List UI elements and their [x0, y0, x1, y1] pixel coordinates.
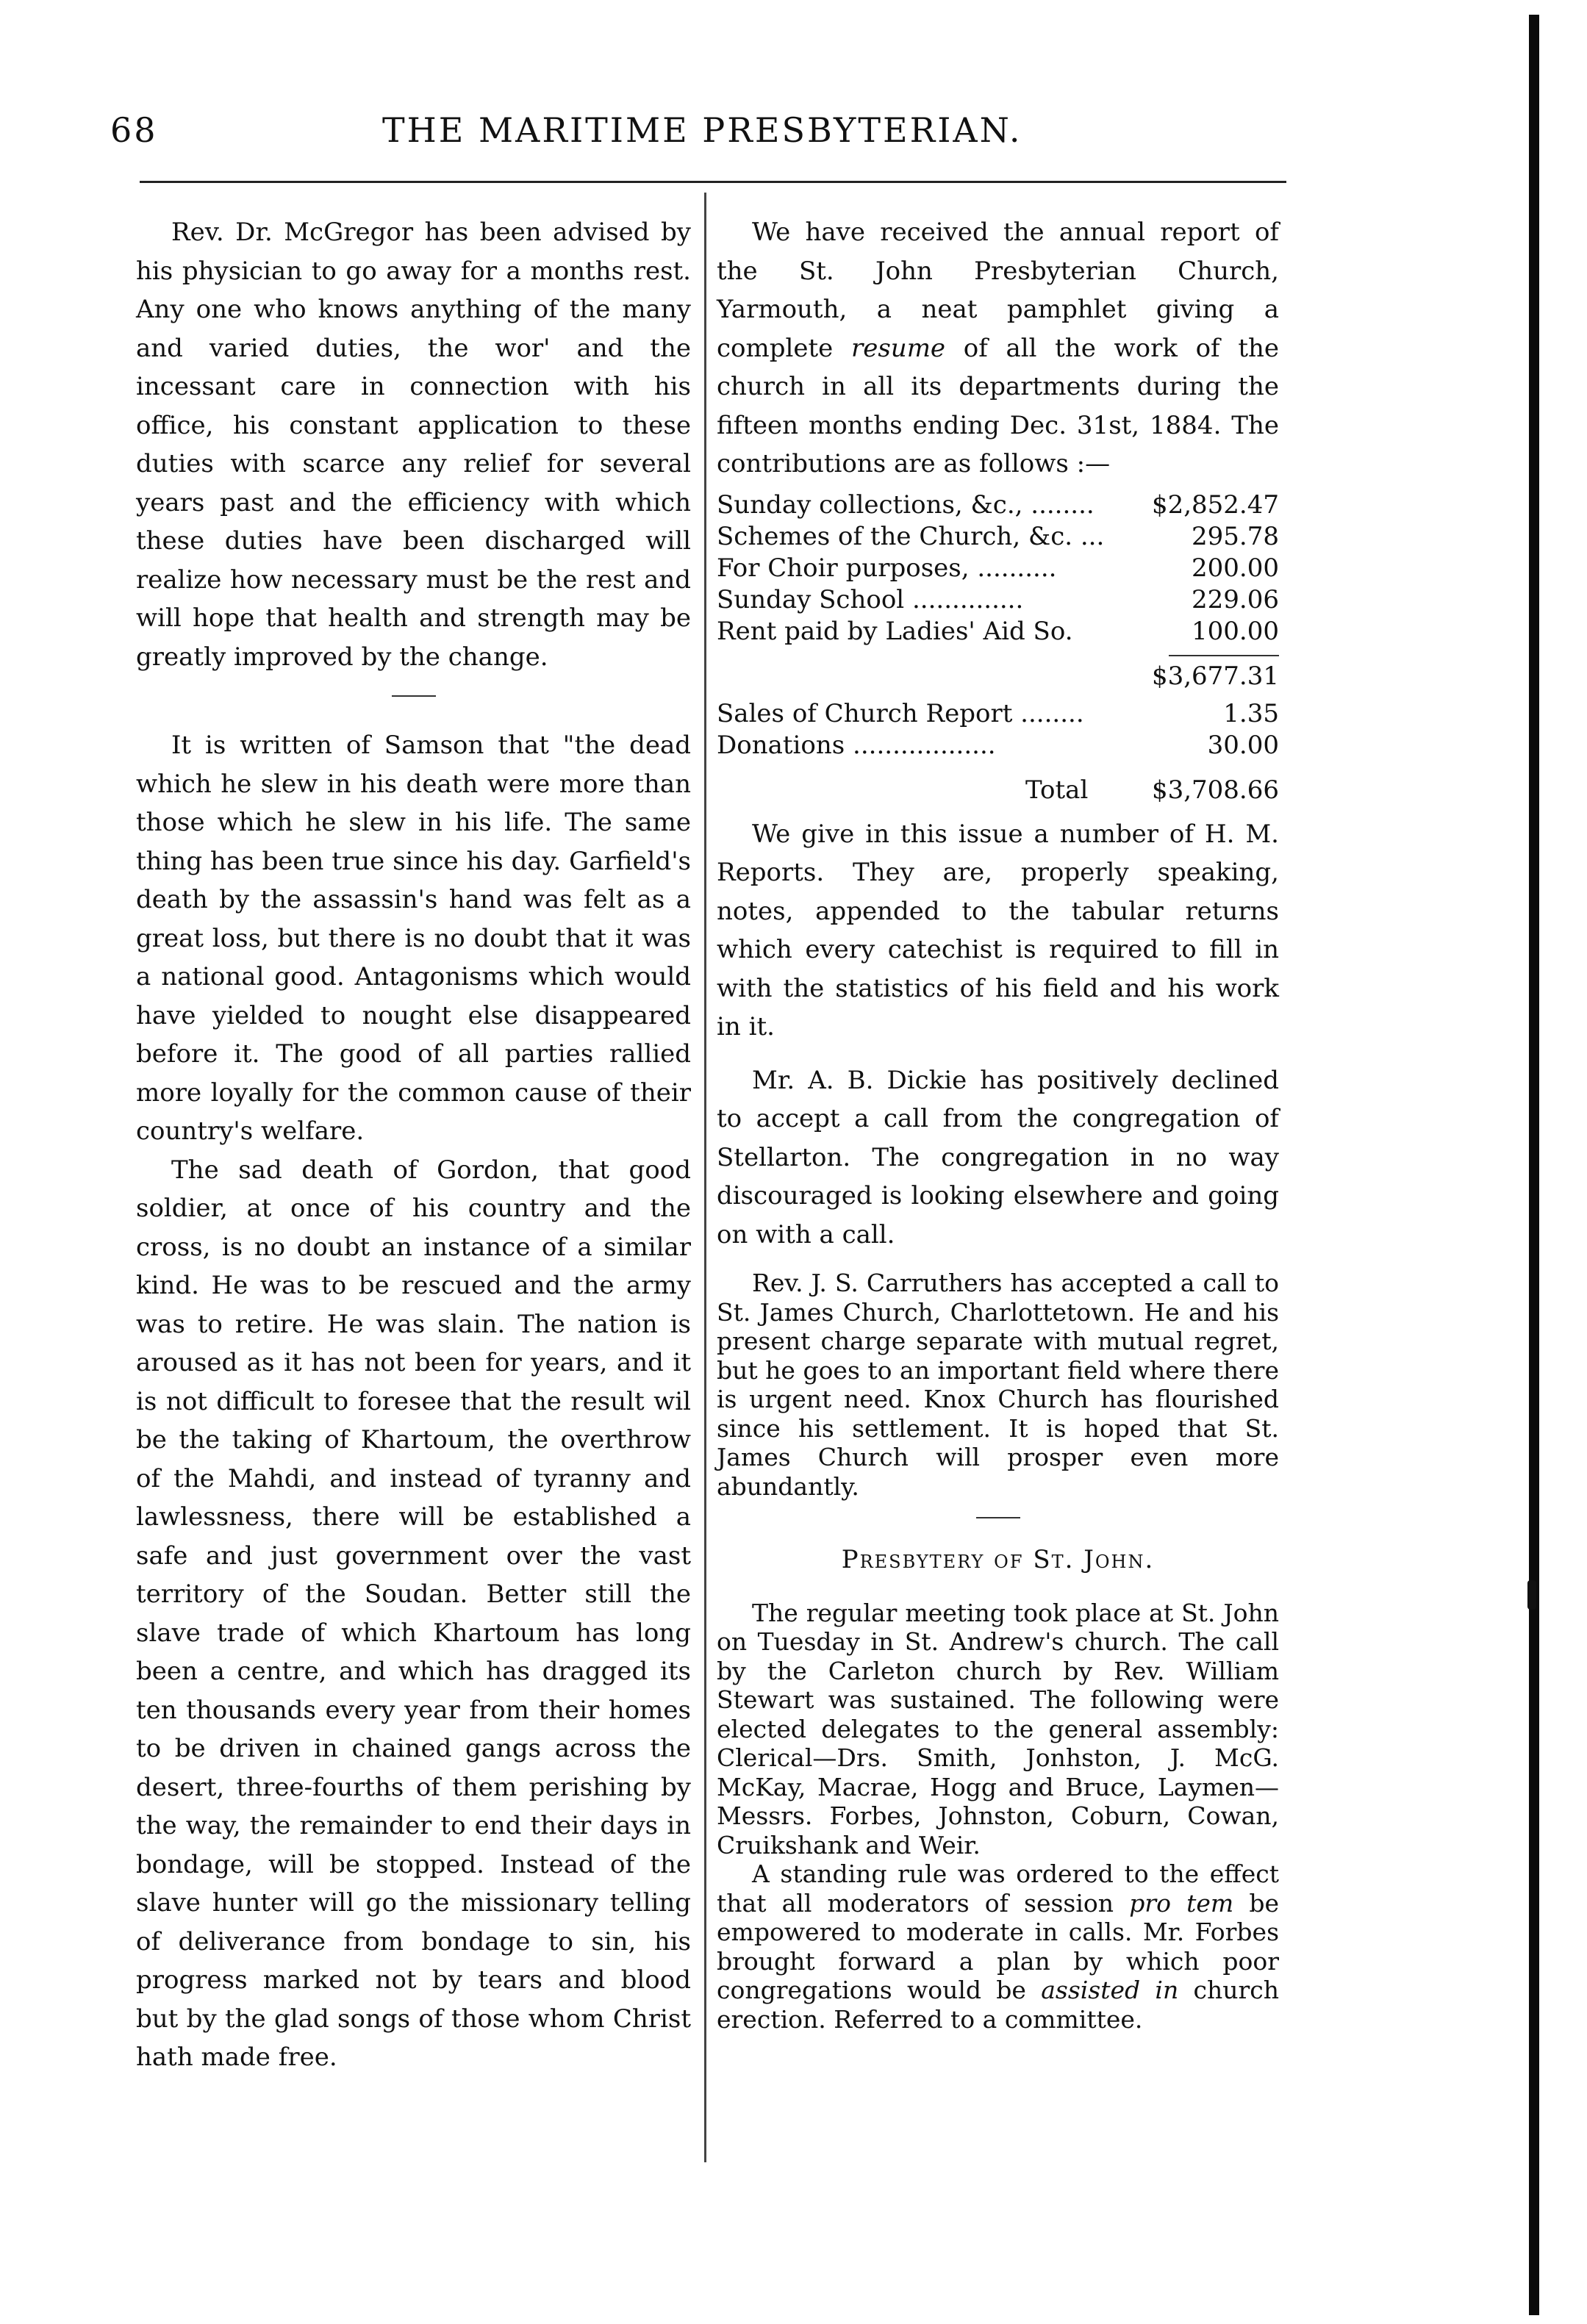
ledger-row	[717, 489, 1279, 521]
ledger-amount: 1.35	[1223, 698, 1279, 728]
ledger-row	[717, 698, 1279, 730]
scan-edge-bar	[1529, 15, 1539, 2315]
ledger-amount: 229.06	[1192, 584, 1279, 614]
total-amount: $3,708.66	[1151, 775, 1279, 805]
total-label: Total	[1025, 775, 1089, 805]
paragraph-dickie: Mr. A. B. Dickie has positively declined to accept a call from the congregation of Stellarton. The congregation in no way discouraged is looking elsewhere and going on with a call.	[717, 1065, 1279, 1249]
section-separator	[976, 1517, 1020, 1518]
report-intro-text-a: We have received the annual report of the St. John Presbyterian Church, Yarmouth, a neat pamphlet giving a complete	[717, 218, 1279, 363]
standing-rule-italic: pro tem	[1129, 1888, 1234, 1918]
paragraph-samson: It is written of Samson that "the dead which he slew in his death were more than those which he slew in his life. The same thing has been true since his day. Garfield's death by the assassin's hand was felt as a great loss, but there is no doubt that it was a national good. Antagonisms which would have yielded to nought else disappeared before it. The good of all parties rallied more loyally for the common cause of their country's welfare.	[136, 731, 691, 1146]
standing-rule-italic-2: assisted in	[1041, 1976, 1179, 2004]
contributions-ledger	[717, 489, 1279, 806]
page-number: 68	[110, 110, 158, 150]
section-separator	[392, 695, 436, 697]
ledger-row	[717, 584, 1279, 616]
standing-rule-text-b: be empowered to moderate in calls. Mr. Forbes brought forward a plan by which poor congregations would be	[717, 1888, 1280, 2004]
running-head	[110, 110, 1294, 162]
ledger-amount: 100.00	[1192, 616, 1279, 646]
paragraph-report-intro	[717, 213, 1279, 484]
report-intro-italic: resume	[850, 333, 946, 363]
right-column	[717, 213, 1279, 2034]
total-row	[717, 775, 1279, 806]
left-column	[136, 213, 691, 2077]
ledger-label: Schemes of the Church, &c. ...	[717, 521, 1105, 551]
ledger-amount: 295.78	[1192, 521, 1279, 551]
standing-rule-text-a: A standing rule was ordered to the effect that all moderators of session	[717, 1859, 1279, 1918]
ledger-label: For Choir purposes, ..........	[717, 553, 1057, 583]
paragraph-carruthers: Rev. J. S. Carruthers has accepted a call to St. James Church, Charlottetown. He and his present charge separate with mutual regret, but he goes to an important field where there is urgent need. Knox Church has flourished since his settlement. It is hoped that St. James Church will prosper even more abundantly.	[717, 1269, 1279, 1501]
ledger-row	[717, 730, 1279, 761]
standing-rule-text-c: church erection. Referred to a committee.	[717, 1976, 1279, 2034]
ledger-label: Donations ..................	[717, 730, 996, 760]
paragraph-standing-rule	[717, 1859, 1279, 2034]
ledger-label: Sunday collections, &c., ........	[717, 489, 1095, 520]
ledger-label: Sales of Church Report ........	[717, 698, 1084, 728]
ledger-label: Sunday School ..............	[717, 584, 1024, 614]
section-heading: Presbytery of St. John.	[841, 1545, 1155, 1574]
scan-edge-mark	[1527, 1580, 1536, 1610]
paragraph-presbytery-meeting: The regular meeting took place at St. John on Tuesday in St. Andrew's church. The call by the Carleton church by Rev. William Stewart was sustained. The following were elected delegates to the general assembly: Clerical—Drs. Smith, Jonhston, J. McG. McKay, Macrae, Hogg and Bruce, Laymen—Messrs. Forbes, Johnston, Coburn, Cowan, Cruikshank and Weir.	[717, 1598, 1279, 1859]
header-rule	[140, 181, 1286, 183]
ledger-row	[717, 553, 1279, 584]
ledger-amount: 200.00	[1192, 553, 1279, 583]
ledger-row	[717, 521, 1279, 553]
ledger-amount: $2,852.47	[1151, 489, 1279, 520]
paragraph-gordon: The sad death of Gordon, that good soldier, at once of his country and the cross, is no doubt an instance of a similar kind. He was to be rescued and the army was to retire. He was slain. The nation is aroused as it has not been for years, and it is not difficult to foresee that the result wil be the taking of Khartoum, the overthrow of the Mahdi, and instead of tyranny and lawlessness, there will be established a safe and just government over the vast territory of the Soudan. Better still the slave trade of which Khartoum has long been a centre, and which has dragged its ten thousands every year from their homes to be driven in chained gangs across the desert, three-fourths of them perishing by the way, the remainder to end their days in bondage, will be stopped. Instead of the slave hunter will go the missionary telling of deliverance from bondage to sin, his progress marked not by tears and blood but by the glad songs of those whom Christ hath made free.	[136, 1155, 691, 2072]
ledger-amount: 30.00	[1207, 730, 1279, 760]
journal-title: THE MARITIME PRESBYTERIAN.	[382, 110, 1022, 150]
column-divider	[704, 193, 706, 2162]
report-intro-text-b: of all the work of the church in all its departments during the fifteen months ending Dec. 31st, 1884. The contributions are as follows :—	[717, 333, 1279, 478]
ledger-row	[717, 616, 1279, 648]
ledger-label: Rent paid by Ladies' Aid So.	[717, 616, 1073, 646]
paragraph-mcgregor: Rev. Dr. McGregor has been advised by his physician to go away for a months rest. Any one who knows anything of the many and varied duties, the wor' and the incessant care in connection with his office, his constant application to these duties with scarce any relief for several years past and the efficiency with which these duties have been discharged will realize how necessary must be the rest and will hope that health and strength may be greatly improved by the change.	[136, 218, 691, 672]
subtotal-amount: $3,677.31	[1151, 661, 1279, 691]
subtotal-row	[717, 661, 1279, 692]
subtotal-rule	[1169, 655, 1279, 656]
paragraph-hm-reports: We give in this issue a number of H. M. Reports. They are, properly speaking, notes, appended to the tabular returns which every catechist is required to fill in with the statistics of his field and his work in it.	[717, 819, 1279, 1041]
